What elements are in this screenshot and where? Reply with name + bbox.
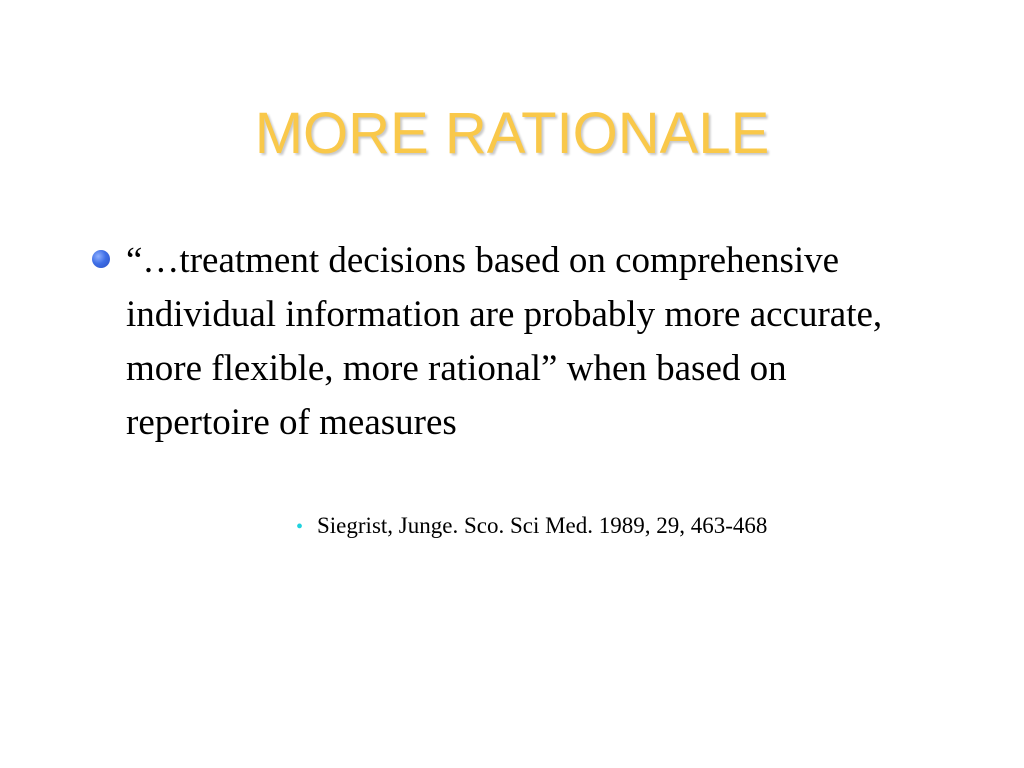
small-dot-bullet-icon: • bbox=[296, 516, 304, 538]
round-bullet-icon bbox=[92, 250, 110, 268]
bullet-text: “…treatment decisions based on comprehensive individual information are probably more accurate, more flexible, more rational” when based on repertoire of measures bbox=[126, 240, 883, 443]
slide-title: MORE RATIONALE bbox=[254, 101, 770, 166]
citation-text: Siegrist, Junge. Sco. Sci Med. 1989, 29, 463-468 bbox=[317, 513, 768, 538]
